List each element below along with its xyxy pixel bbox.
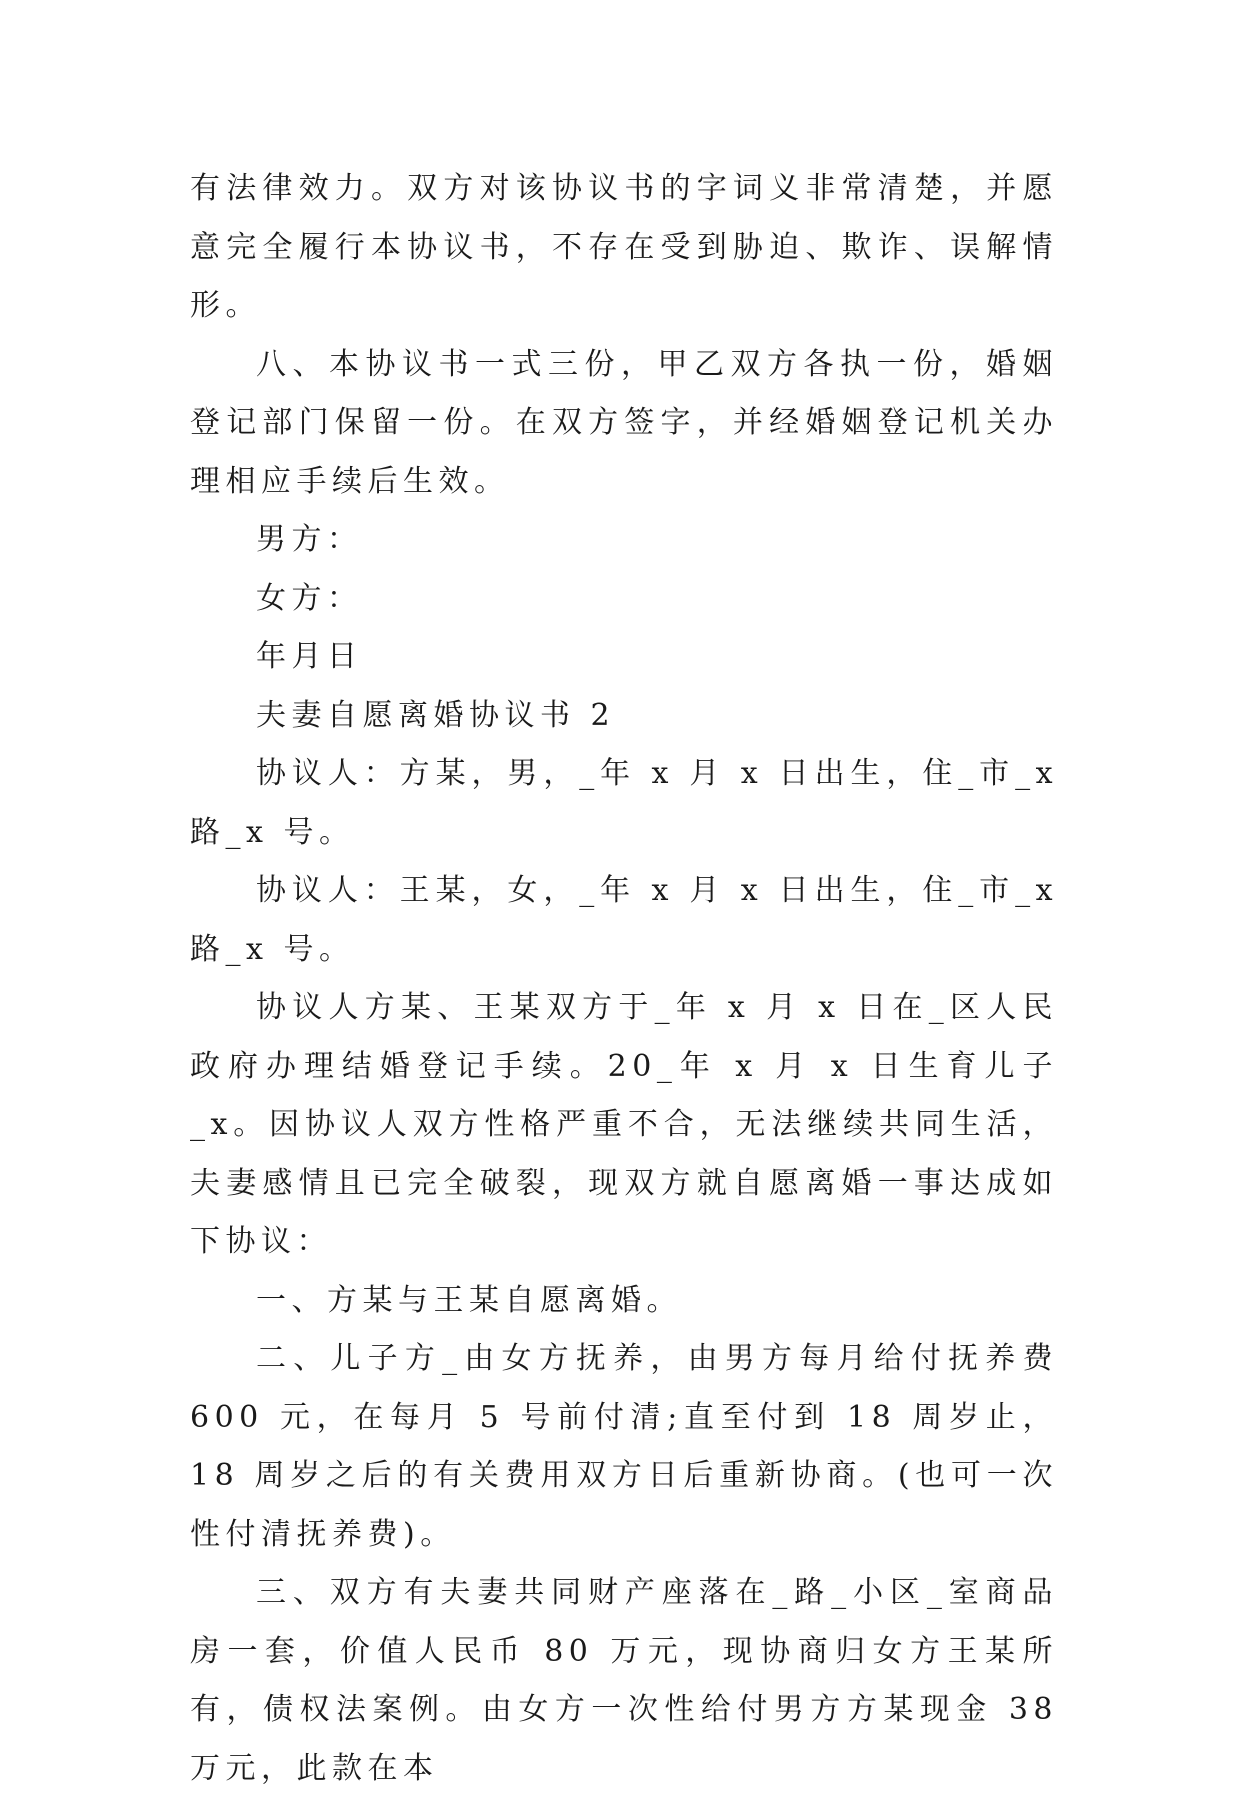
paragraph-legal-effect: 有法律效力。双方对该协议书的字词义非常清楚，并愿意完全履行本协议书，不存在受到胁迫、欺诈、误解情形。 [190, 171, 1058, 323]
signature-male-party: 男方： [256, 522, 363, 557]
paragraph-article-8: 八、本协议书一式三份，甲乙双方各执一份，婚姻登记部门保留一份。在双方签字，并经婚姻登记机关办理相应手续后生效。 [190, 346, 1058, 499]
party-1-info: 协议人：方某，男，_年 x 月 x 日出生，住_市_x 路_x 号。 [190, 756, 1058, 850]
clause-2: 二、儿子方_由女方抚养，由男方每月给付抚养费 600 元，在每月 5 号前付清;直至付到 18 周岁止，18 周岁之后的有关费用双方日后重新协商。(也可一次性付清抚养费)。 [190, 1341, 1058, 1552]
paragraph-background: 协议人方某、王某双方于_年 x 月 x 日在_区人民政府办理结婚登记手续。20_年 x 月 x 日生育儿子_x。因协议人双方性格严重不合，无法继续共同生活，夫妻感情且已完全破裂，现双方就自愿离婚一事达成如下协议： [190, 990, 1058, 1259]
document-body [190, 160, 1058, 1798]
signature-female-party: 女方： [256, 580, 363, 616]
clause-1: 一、方某与王某自愿离婚。 [256, 1282, 682, 1318]
clause-3: 三、双方有夫妻共同财产座落在_路_小区_室商品房一套，价值人民币 80 万元，现协商归女方王某所有，债权法案例。由女方一次性给付男方方某现金 38 万元，此款在本 [190, 1575, 1058, 1786]
section-title: 夫妻自愿离婚协议书 2 [256, 697, 616, 733]
signature-date: 年月日 [256, 639, 363, 674]
party-2-info: 协议人：王某，女，_年 x 月 x 日出生，住_市_x 路_x 号。 [190, 873, 1058, 967]
